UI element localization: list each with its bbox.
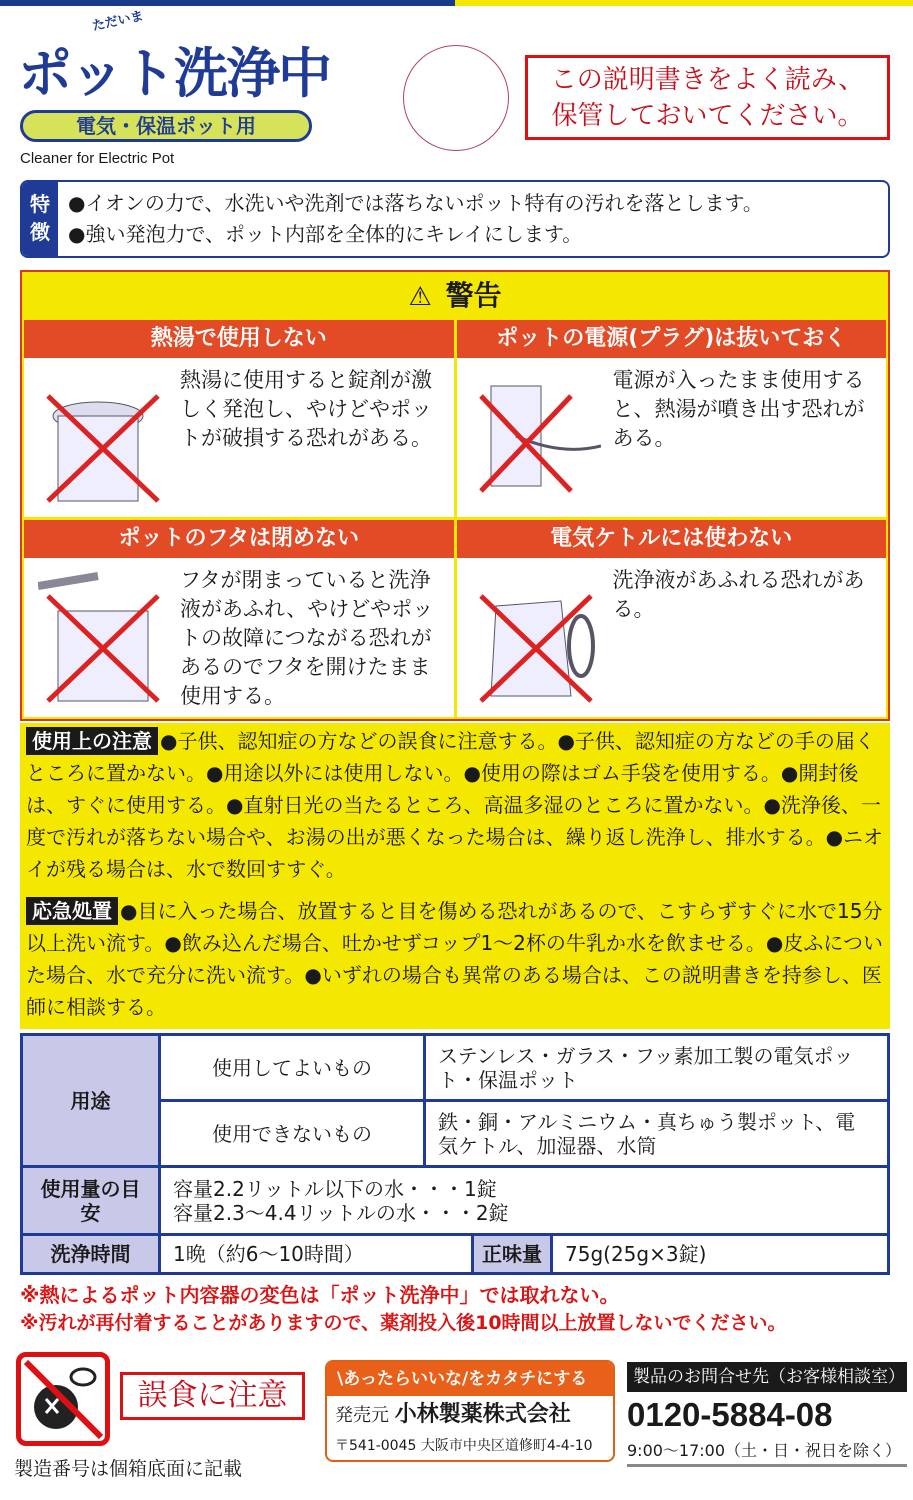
warning-heading: 電気ケトルには使わない [457,520,887,558]
hours: 9:00〜17:00（土・日・祝日を除く） [627,1438,907,1467]
features-box [20,180,890,258]
precautions-section [20,723,890,1029]
amount-label: 使用量の目安 [22,1167,160,1235]
title-furigana: ただいま [90,8,145,35]
slogan: \あったらいいな/をカタチにする [327,1362,613,1396]
top-bar-yellow [455,0,913,6]
warning-cell-lid [24,520,454,717]
contact-box [627,1362,907,1467]
warning-triangle-icon: ⚠ [408,282,432,312]
footer [0,1347,913,1487]
lid-crossed-icon [38,566,168,706]
note-reattach: ※汚れが再付着することがありますので、薬剤投入後10時間以上放置しないでください。 [20,1312,787,1334]
product-subtitle: 電気・保温ポット用 [20,110,312,142]
top-bar-blue [0,0,455,6]
ok-label: 使用してよいもの [160,1035,425,1101]
warning-cell-hot-water [24,320,454,517]
warning-text: フタが閉まっていると洗浄液があふれ、やけどやポットの故障につながる恐れがあるのでフタを開けたまま使用する。 [180,568,434,708]
no-ingest-icon [16,1352,110,1446]
feature-item: ●強い発泡力で、ポット内部を全体的にキレイにします。 [68,222,583,246]
ng-value: 鉄・銅・アルミニウム・真ちゅう製ポット、電気ケトル、加湿器、水筒 [425,1101,889,1167]
warning-title: 警告 [445,279,502,312]
ok-value: ステンレス・ガラス・フッ素加工製の電気ポット・保温ポット [425,1035,889,1101]
emergency-label: 応急処置 [26,897,118,925]
usage-table [20,1033,890,1275]
pot-crossed-icon [38,366,168,506]
plug-crossed-icon [471,366,601,506]
manufacture-note: 製造番号は個箱底面に記載 [14,1458,243,1480]
use-label: 用途 [22,1035,160,1167]
lower-content [14,723,905,1487]
time-label: 洗浄時間 [22,1235,160,1274]
kettle-crossed-icon [471,566,601,706]
amount-2: 容量2.3〜4.4リットルの水・・・2錠 [173,1200,509,1225]
warning-cell-plug [457,320,887,517]
feature-item: ●イオンの力で、水洗いや洗剤では落ちないポット特有の汚れを落とします。 [68,191,763,215]
address: 〒541-0045 大阪市中央区道修町4-4-10 [335,1438,593,1454]
english-name: Cleaner for Electric Pot [20,150,175,167]
emergency-text: ●目に入った場合、放置すると目を傷める恐れがあるので、こすらずすぐに水で15分以上洗い流す。●飲み込んだ場合、吐かせずコップ1〜2杯の牛乳か水を飲ませる。●皮ふについた場合、水で充分に洗い流す。●いずれの場合も異常のある場合は、この説明書きを持参し、医師に相談する。 [26,899,883,1019]
precautions-label: 使用上の注意 [26,727,158,755]
amount-1: 容量2.2リットル以下の水・・・1錠 [173,1176,497,1201]
warning-text: 熱湯に使用すると錠剤が激しく発泡し、やけどやポットが破損する恐れがある。 [180,368,432,450]
features-label: 特徴 [22,182,58,256]
phone-number[interactable]: 0120-5884-08 [627,1396,833,1433]
blank-circle [403,45,509,151]
read-notice: この説明書きをよく読み、保管しておいてください。 [525,55,890,140]
net-value: 75g(25g×3錠) [565,1242,707,1266]
warning-heading: 熱湯で使用しない [24,320,454,358]
warning-cell-kettle [457,520,887,717]
product-title: ポット洗浄中 [18,42,330,105]
warning-heading: ポットのフタは閉めない [24,520,454,558]
seller-box [325,1360,615,1462]
ingestion-caution: 誤食に注意 [120,1372,305,1420]
ng-label: 使用できないもの [160,1101,425,1167]
precautions-text: ●子供、認知症の方などの誤食に注意する。●子供、認知症の方などの手の届くところに置かない。●用途以外には使用しない。●使用の際はゴム手袋を使用する。●開封後は、すぐに使用する。●直射日光の当たるところ、高温多湿のところに置かない。●洗浄後、一度で汚れが落ちない場合や、お湯の出が悪くなった場合は、繰り返し洗浄し、排水する。●ニオイが残る場合は、水で数回すすぐ。 [26,729,884,881]
warning-heading: ポットの電源(プラグ)は抜いておく [457,320,887,358]
net-label: 正味量 [471,1236,553,1272]
warning-text: 洗浄液があふれる恐れがある。 [612,568,865,621]
warning-text: 電源が入ったまま使用すると、熱湯が噴き出す恐れがある。 [612,368,865,450]
time-value: 1晩（約6〜10時間） [173,1242,364,1266]
warning-section [20,270,890,721]
contact-label: 製品のお問合せ先（お客様相談室） [627,1362,907,1392]
note-discoloration: ※熱によるポット内容器の変色は「ポット洗浄中」では取れない。 [20,1283,620,1307]
company-name: 小林製薬株式会社 [394,1402,571,1427]
seller-label: 発売元 [335,1405,389,1426]
